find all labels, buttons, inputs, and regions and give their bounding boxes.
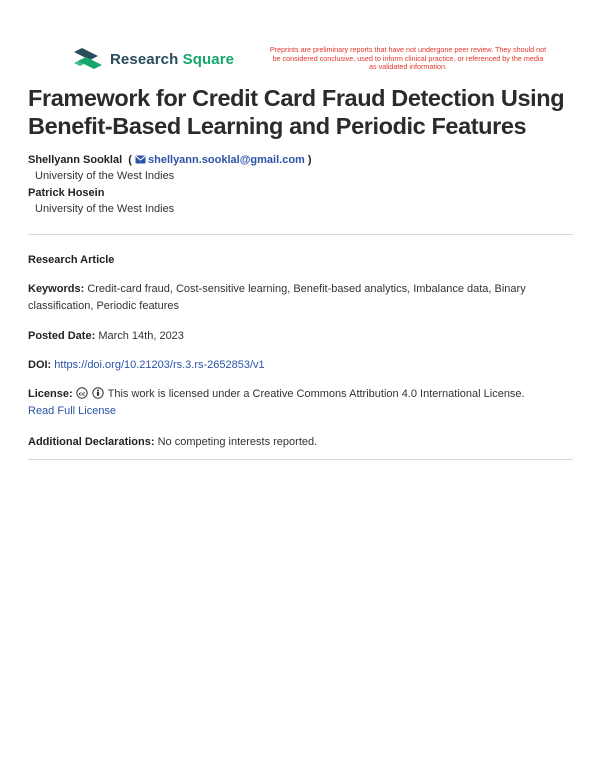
keywords: Keywords: Credit-card fraud, Cost-sensitive learning, Benefit-based analytics, Imbalance data, Binary classification, Periodic features — [28, 283, 526, 312]
author-name: Shellyann Sooklal — [28, 154, 123, 166]
brand-name: Research Square — [110, 50, 235, 68]
author-affiliation: University of the West Indies — [35, 170, 175, 182]
license: License: cc This work is licensed under a Creative Commons Attribution 4.0 International License. Read Full License — [28, 388, 525, 417]
preprint-disclaimer: Preprints are preliminary reports that have not undergone peer review. They should not be considered conclusive, used to inform clinical practice, or referenced by the media as validated information. — [269, 45, 547, 72]
divider — [28, 234, 573, 235]
license-text: This work is licensed under a Creative Commons Attribution 4.0 International License. — [107, 388, 525, 400]
author-name: Patrick Hosein — [28, 187, 105, 199]
author-affiliation: University of the West Indies — [35, 203, 175, 215]
article-type: Research Article — [28, 254, 115, 266]
by-icon — [92, 387, 104, 399]
posted-date: Posted Date: March 14th, 2023 — [28, 330, 184, 342]
svg-text:cc: cc — [78, 391, 85, 398]
doi-link[interactable]: https://doi.org/10.21203/rs.3.rs-2652853/v1 — [54, 359, 265, 371]
envelope-icon — [135, 155, 146, 164]
page-header — [0, 0, 600, 80]
additional-declarations: Additional Declarations: No competing interests reported. — [28, 436, 318, 448]
divider — [28, 459, 573, 460]
posted-date-value: March 14th, 2023 — [98, 330, 184, 342]
paper-title: Framework for Credit Card Fraud Detection Using Benefit-Based Learning and Periodic Features — [28, 85, 565, 139]
author-email-link[interactable]: shellyann.sooklal@gmail.com — [135, 154, 305, 166]
cc-icon — [76, 387, 88, 399]
research-square-logo-icon — [74, 48, 102, 70]
doi: DOI: https://doi.org/10.21203/rs.3.rs-2652853/v1 — [28, 359, 265, 371]
author-2 — [28, 185, 573, 201]
declarations-value: No competing interests reported. — [157, 436, 318, 448]
research-square-logo[interactable] — [74, 48, 234, 70]
read-full-license-link[interactable]: Read Full License — [28, 405, 117, 417]
author-list — [28, 152, 573, 218]
keywords-value: Credit-card fraud, Cost-sensitive learning, Benefit-based analytics, Imbalance data, Binary classification, Periodic features — [28, 283, 526, 312]
author-1: Shellyann Sooklal ( shellyann.sooklal@gmail.com ) — [28, 154, 312, 166]
